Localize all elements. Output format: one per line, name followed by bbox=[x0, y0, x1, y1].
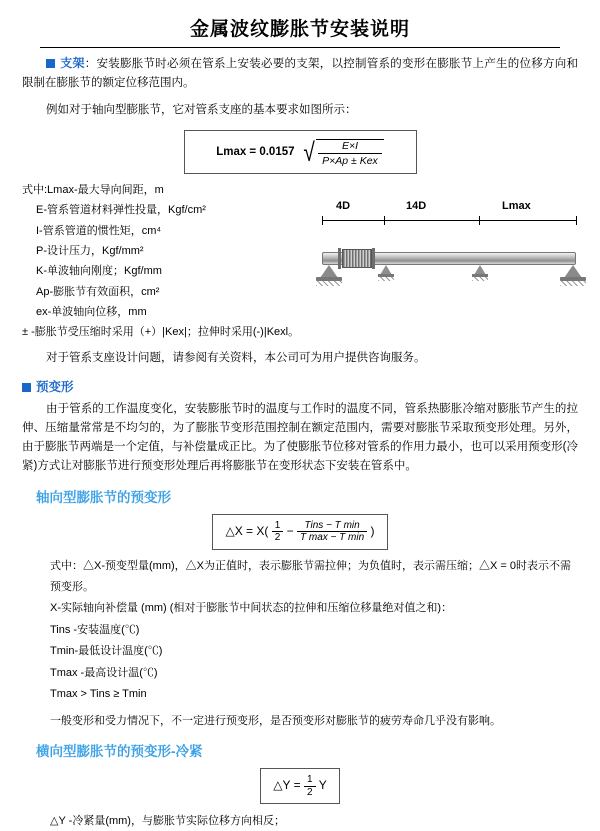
flange-right bbox=[372, 248, 375, 269]
section1-closing: 对于管系支座设计问题，请参阅有关资料，本公司可为用户提供咨询服务。 bbox=[46, 351, 426, 364]
lmax-denominator: P×Ap ± Kex bbox=[322, 154, 378, 167]
section1-legend bbox=[22, 180, 300, 343]
diagram-dimension-labels bbox=[314, 200, 584, 216]
subsection-axial-heading: 轴向型膨胀节的预变形 bbox=[36, 489, 171, 505]
legend-item: Ap-膨胀节有效面积，cm² bbox=[36, 285, 160, 298]
dim-label-4d: 4D bbox=[336, 200, 351, 212]
axial-formula-rhs: ) bbox=[370, 523, 375, 538]
axial-legend bbox=[22, 556, 578, 706]
title-divider bbox=[40, 47, 560, 48]
lateral-formula-half: $\frac{1}{2}$ bbox=[304, 774, 316, 798]
lateral-formula-wrap bbox=[22, 768, 578, 804]
axial-legend-item: Tmin-最低设计温度(℃) bbox=[50, 645, 163, 658]
axial-formula-lhs: △X = X( bbox=[225, 523, 269, 538]
section1-para2: 例如对于轴向型膨胀节，它对管系支座的基本要求如图所示： bbox=[46, 103, 357, 116]
anchor-support-right bbox=[560, 265, 586, 285]
section1-heading: 支架 bbox=[60, 56, 85, 70]
support-spacing-diagram bbox=[314, 200, 584, 308]
dim-label-lmax: Lmax bbox=[502, 200, 531, 212]
axial-formula-minus: − bbox=[286, 523, 294, 538]
section1-para1: 安装膨胀节时必须在管系上安装必要的支架，以控制管系的变形在膨胀节上产生的位移方向和限制在膨胀节的额定位移范围内。 bbox=[22, 58, 578, 89]
section2-heading: 预变形 bbox=[36, 379, 74, 394]
guide-support-2 bbox=[472, 265, 488, 281]
legend-item: ex-单波轴向位移，mm bbox=[36, 305, 147, 318]
guide-support-1 bbox=[378, 265, 394, 281]
legend-item: K-单波轴向刚度；Kgf/mm bbox=[36, 265, 162, 278]
legend-item: ± -膨胀节受压缩时采用（+）|Kex|；拉伸时采用(-)|Kexl。 bbox=[22, 326, 300, 339]
axial-formula bbox=[212, 514, 387, 550]
diagram-dimension-lines bbox=[314, 216, 584, 226]
anchor-support-left bbox=[316, 265, 342, 285]
lateral-formula-rhs: Y bbox=[318, 778, 327, 793]
dim-label-14d: 14D bbox=[406, 200, 427, 212]
legend-item: I-管系管道的惯性矩，cm⁴ bbox=[36, 224, 162, 237]
document-page bbox=[0, 14, 600, 828]
legend-item: 式中:Lmax-最大导向间距，m bbox=[22, 183, 164, 196]
axial-note: 一般变形和受力情况下，不一定进行预变形，是否预变形对膨胀节的疲劳寿命几乎没有影响。 bbox=[50, 714, 501, 727]
axial-legend-item: 式中：△X-预变型量(mm)，△X为正值时，表示膨胀节需拉伸；为负值时，表示需压缩；△X = 0时表示不需预变形。 bbox=[50, 559, 571, 593]
lateral-formula-lhs: △Y = bbox=[273, 778, 301, 793]
section2-heading-row bbox=[22, 377, 578, 395]
lmax-numerator: E×I bbox=[318, 140, 382, 154]
axial-legend-item: Tins -安装温度(℃) bbox=[50, 623, 140, 636]
section2-para1: 由于管系的工作温度变化，安装膨胀节时的温度与工作时的温度不同，管系热膨胀冷缩对膨胀节产生的拉伸、压缩量常常是不均匀的，为了膨胀节变形范围控制在额定范围内，需要对膨胀节采取预变形处理。另外，由于膨胀节两端是一个定值，与补偿量成正比。为了使膨胀节位移对管系的作用力最小，也可以采用预变形(冷紧)方式让对膨胀节进行预变形处理后再将膨胀节在变形状态下安装在管系中。 bbox=[22, 402, 578, 472]
axial-legend-item: X-实际轴向补偿量 (mm) (相对于膨胀节中间状态的拉伸和压缩位移量绝对值之和)： bbox=[50, 602, 453, 615]
axial-formula-wrap bbox=[22, 514, 578, 550]
document-content bbox=[0, 54, 600, 831]
lateral-formula bbox=[260, 768, 339, 804]
page-title: 金属波纹膨胀节安装说明 bbox=[189, 19, 410, 40]
lateral-note: △Y -冷紧量(mm)，与膨胀节实际位移方向相反； bbox=[50, 815, 285, 828]
legend-item: E-管系管道材料弹性投量，Kgf/cm² bbox=[36, 204, 206, 217]
diagram-pipe-assembly bbox=[314, 230, 584, 304]
axial-formula-ratio: Tins − T min T max − T min bbox=[297, 520, 367, 544]
subsection-lateral-heading: 横向型膨胀节的预变形-冷紧 bbox=[36, 744, 203, 760]
lmax-formula-lhs: Lmax = 0.0157 bbox=[216, 145, 295, 158]
bullet-square-icon bbox=[46, 59, 55, 68]
axial-legend-item: Tmax -最高设计温(℃) bbox=[50, 666, 158, 679]
lmax-formula bbox=[184, 130, 417, 174]
axial-legend-item: Tmax > Tins ≥ Tmin bbox=[50, 688, 147, 701]
sqrt-symbol-icon: √ $\frac{E\times I}{\text{P×Ap ± Kex}}$ bbox=[302, 137, 384, 167]
axial-formula-half: $\frac{1}{2}$ bbox=[272, 520, 284, 544]
section1-intro: 支架：安装膨胀节时必须在管系上安装必要的支架，以控制管系的变形在膨胀节上产生的位移方向和限制在膨胀节的额定位移范围内。 bbox=[22, 56, 578, 89]
bullet-square-icon bbox=[22, 383, 31, 392]
bellows-expansion-joint bbox=[342, 249, 372, 268]
legend-item: P-设计压力，Kgf/mm² bbox=[36, 244, 144, 257]
